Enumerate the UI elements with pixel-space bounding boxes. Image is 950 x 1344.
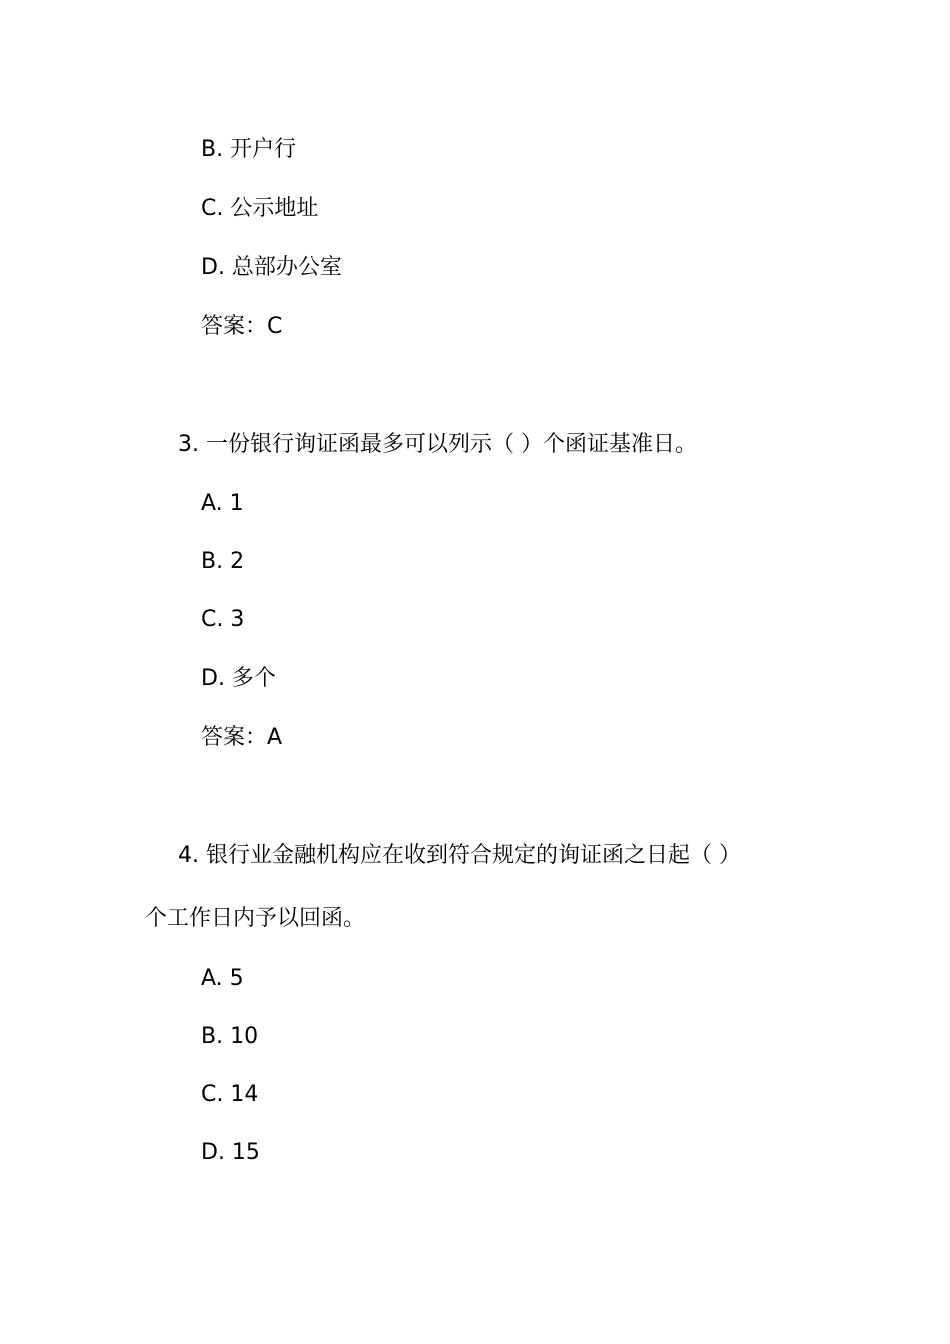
q2-option-b: B. 开户行	[201, 137, 297, 162]
q3-stem: 3. 一份银行询证函最多可以列示（ ）个函证基准日。	[178, 432, 697, 457]
q4-option-c: C. 14	[201, 1082, 259, 1107]
q2-answer: 答案：C	[201, 314, 283, 339]
q4-stem-line1: 4. 银行业金融机构应在收到符合规定的询证函之日起（ ）	[178, 843, 741, 868]
q2-option-d: D. 总部办公室	[201, 255, 342, 280]
q4-stem-line2: 个工作日内予以回函。	[145, 906, 366, 931]
q3-option-d: D. 多个	[201, 666, 276, 691]
q4-option-d: D. 15	[201, 1140, 260, 1165]
q4-option-b: B. 10	[201, 1024, 259, 1049]
q3-option-b: B. 2	[201, 549, 245, 574]
q3-option-a: A. 1	[201, 491, 244, 516]
q4-option-a: A. 5	[201, 966, 244, 991]
q3-answer: 答案：A	[201, 725, 283, 750]
q3-option-c: C. 3	[201, 607, 245, 632]
q2-option-c: C. 公示地址	[201, 196, 319, 221]
